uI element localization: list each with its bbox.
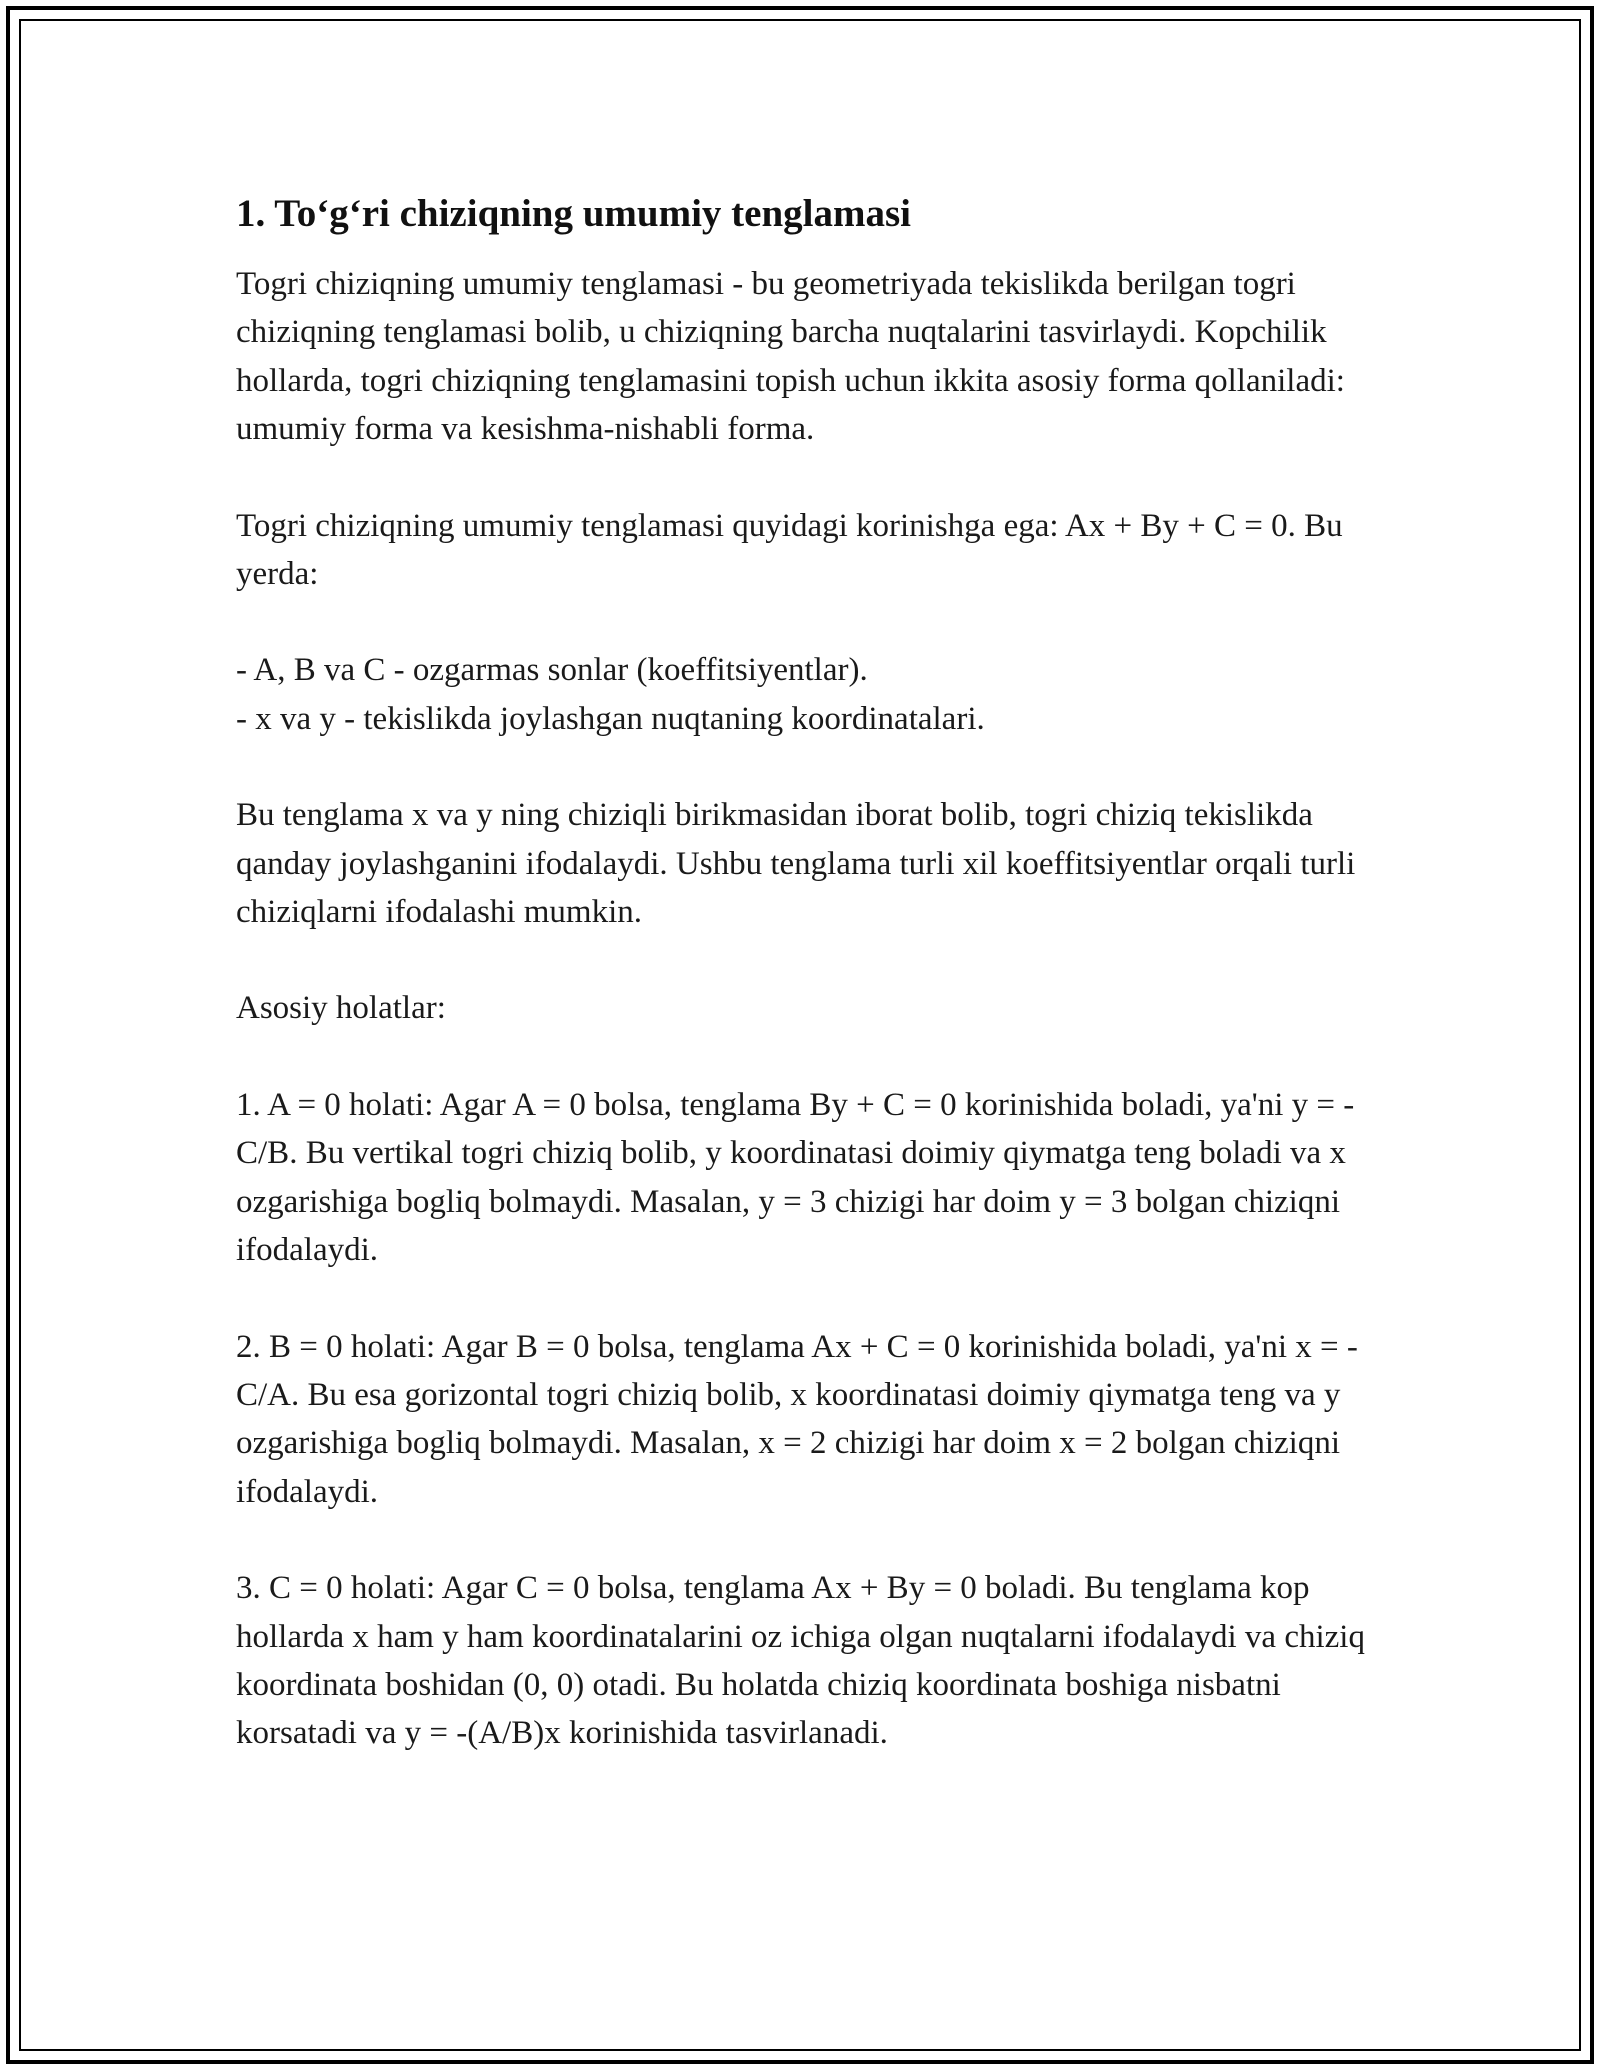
list-item: - A, B va C - ozgarmas sonlar (koeffitsiyentlar). — [236, 652, 868, 689]
document-body — [236, 186, 1376, 1806]
explanation-paragraph: Bu tenglama x va y ning chiziqli birikmasidan iborat bolib, togri chiziq tekislikda qanday joylashganini ifodalaydi. Ushbu tenglama turli xil koeffitsiyentlar orqali turli chiziqlarni ifodalashi mumkin. — [236, 797, 1356, 931]
case-b-zero: 2. B = 0 holati: Agar B = 0 bolsa, tenglama Ax + C = 0 korinishida boladi, ya'ni x = -C/A. Bu esa gorizontal togri chiziq bolib, x koordinatasi doimiy qiymatga teng va y ozgarishiga bogliq bolmaydi. Masalan, x = 2 chizigi har doim x = 2 bolgan chiziqni ifodalaydi. — [236, 1328, 1358, 1510]
case-a-zero: 1. A = 0 holati: Agar A = 0 bolsa, tenglama By + C = 0 korinishida boladi, ya'ni y = -C/B. Bu vertikal togri chiziq bolib, y koordinatasi doimiy qiymatga teng boladi va x ozgarishiga bogliq bolmaydi. Masalan, y = 3 chizigi har doim y = 3 bolgan chiziqni ifodalaydi. — [236, 1086, 1355, 1269]
cases-heading: Asosiy holatlar: — [236, 990, 446, 1027]
equation-paragraph: Togri chiziqning umumiy tenglamasi quyidagi korinishga ega: Ax + By + C = 0. Bu yerda: — [236, 507, 1343, 593]
list-item: - x va y - tekislikda joylashgan nuqtaning koordinatalari. — [236, 700, 985, 737]
case-c-zero: 3. C = 0 holati: Agar C = 0 bolsa, tenglama Ax + By = 0 boladi. Bu tenglama kop hollarda x ham y ham koordinatalarini oz ichiga olgan nuqtalarni ifodalaydi va chiziq koordinata boshidan (0, 0) otadi. Bu holatda chiziq koordinata boshiga nisbatni korsatadi va y = -(A/B)x korinishida tasvirlanadi. — [236, 1570, 1365, 1752]
definition-list — [236, 646, 1376, 743]
intro-paragraph: Togri chiziqning umumiy tenglamasi - bu geometriyada tekislikda berilgan togri chiziqning tenglamasi bolib, u chiziqning barcha nuqtalarini tasvirlaydi. Kopchilik hollarda, togri chiziqning tenglamasini topish uchun ikkita asosiy forma qollaniladi: umumiy forma va kesishma-nishabli forma. — [236, 266, 1345, 448]
section-title: 1. To‘g‘ri chiziqning umumiy tenglamasi — [236, 192, 911, 235]
